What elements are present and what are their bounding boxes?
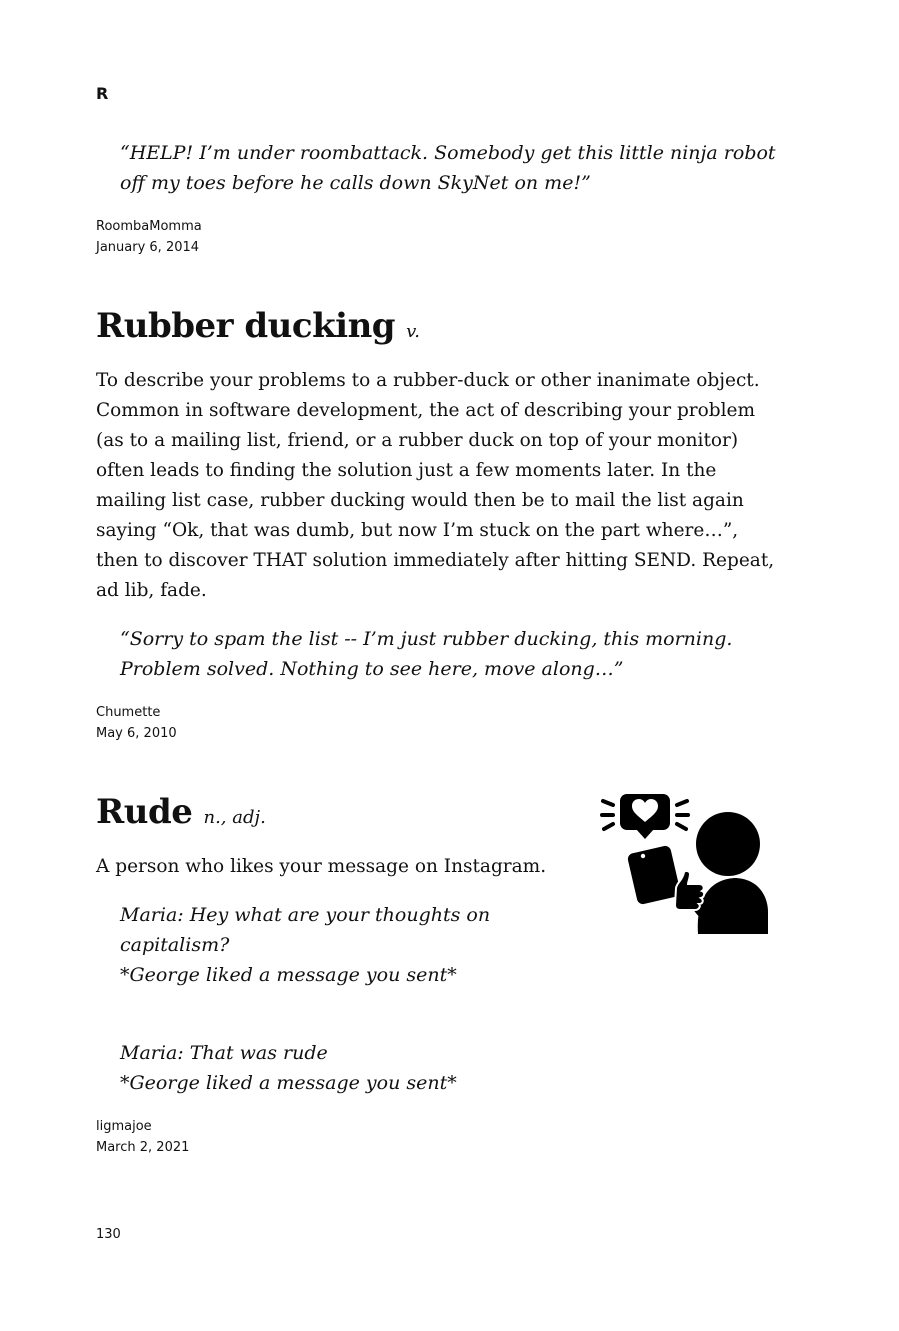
attribution: [96, 216, 202, 258]
headword: Rubber ducking: [96, 306, 396, 346]
author-name: ligmajoe: [96, 1119, 152, 1134]
example-quote: Maria: That was rude *George liked a message you sent*: [120, 1042, 457, 1094]
definition: To describe your problems to a rubber-duck or other inanimate object. Common in software development, the act of describing your problem (as to a mailing list, friend, or a rubber duck on top of your monitor) often leads to finding the solution just a few moments later. In the mailing list case, rubber ducking would then be to mail the list again saying “Ok, that was dumb, but now I’m stuck on the part where…”, then to discover THAT solution immediately after hitting SEND. Repeat, ad lib, fade.: [96, 370, 775, 601]
definition: A person who likes your message on Instagram.: [96, 856, 547, 877]
entry-heading: [96, 306, 420, 346]
part-of-speech: v.: [406, 321, 420, 342]
author-name: Chumette: [96, 705, 161, 720]
headword: Rude: [96, 792, 193, 832]
entry-heading: [96, 792, 266, 832]
attribution: [96, 702, 177, 744]
phone-like-thumbs-up-icon: [598, 792, 770, 934]
part-of-speech: n., adj.: [203, 807, 266, 828]
attribution: [96, 1116, 189, 1158]
entry-date: March 2, 2021: [96, 1140, 190, 1155]
author-name: RoombaMomma: [96, 219, 202, 234]
entry-date: May 6, 2010: [96, 726, 177, 741]
entry-date: January 6, 2014: [96, 240, 200, 255]
section-letter: R: [96, 84, 109, 103]
example-quote: Maria: Hey what are your thoughts on capitalism? *George liked a message you sent*: [120, 904, 491, 986]
page-number: 130: [96, 1227, 121, 1242]
example-quote: “Sorry to spam the list -- I’m just rubber ducking, this morning. Problem solved. Nothing to see here, move along…”: [120, 628, 733, 680]
example-quote: “HELP! I’m under roombattack. Somebody get this little ninja robot off my toes before he calls down SkyNet on me!”: [120, 142, 776, 194]
